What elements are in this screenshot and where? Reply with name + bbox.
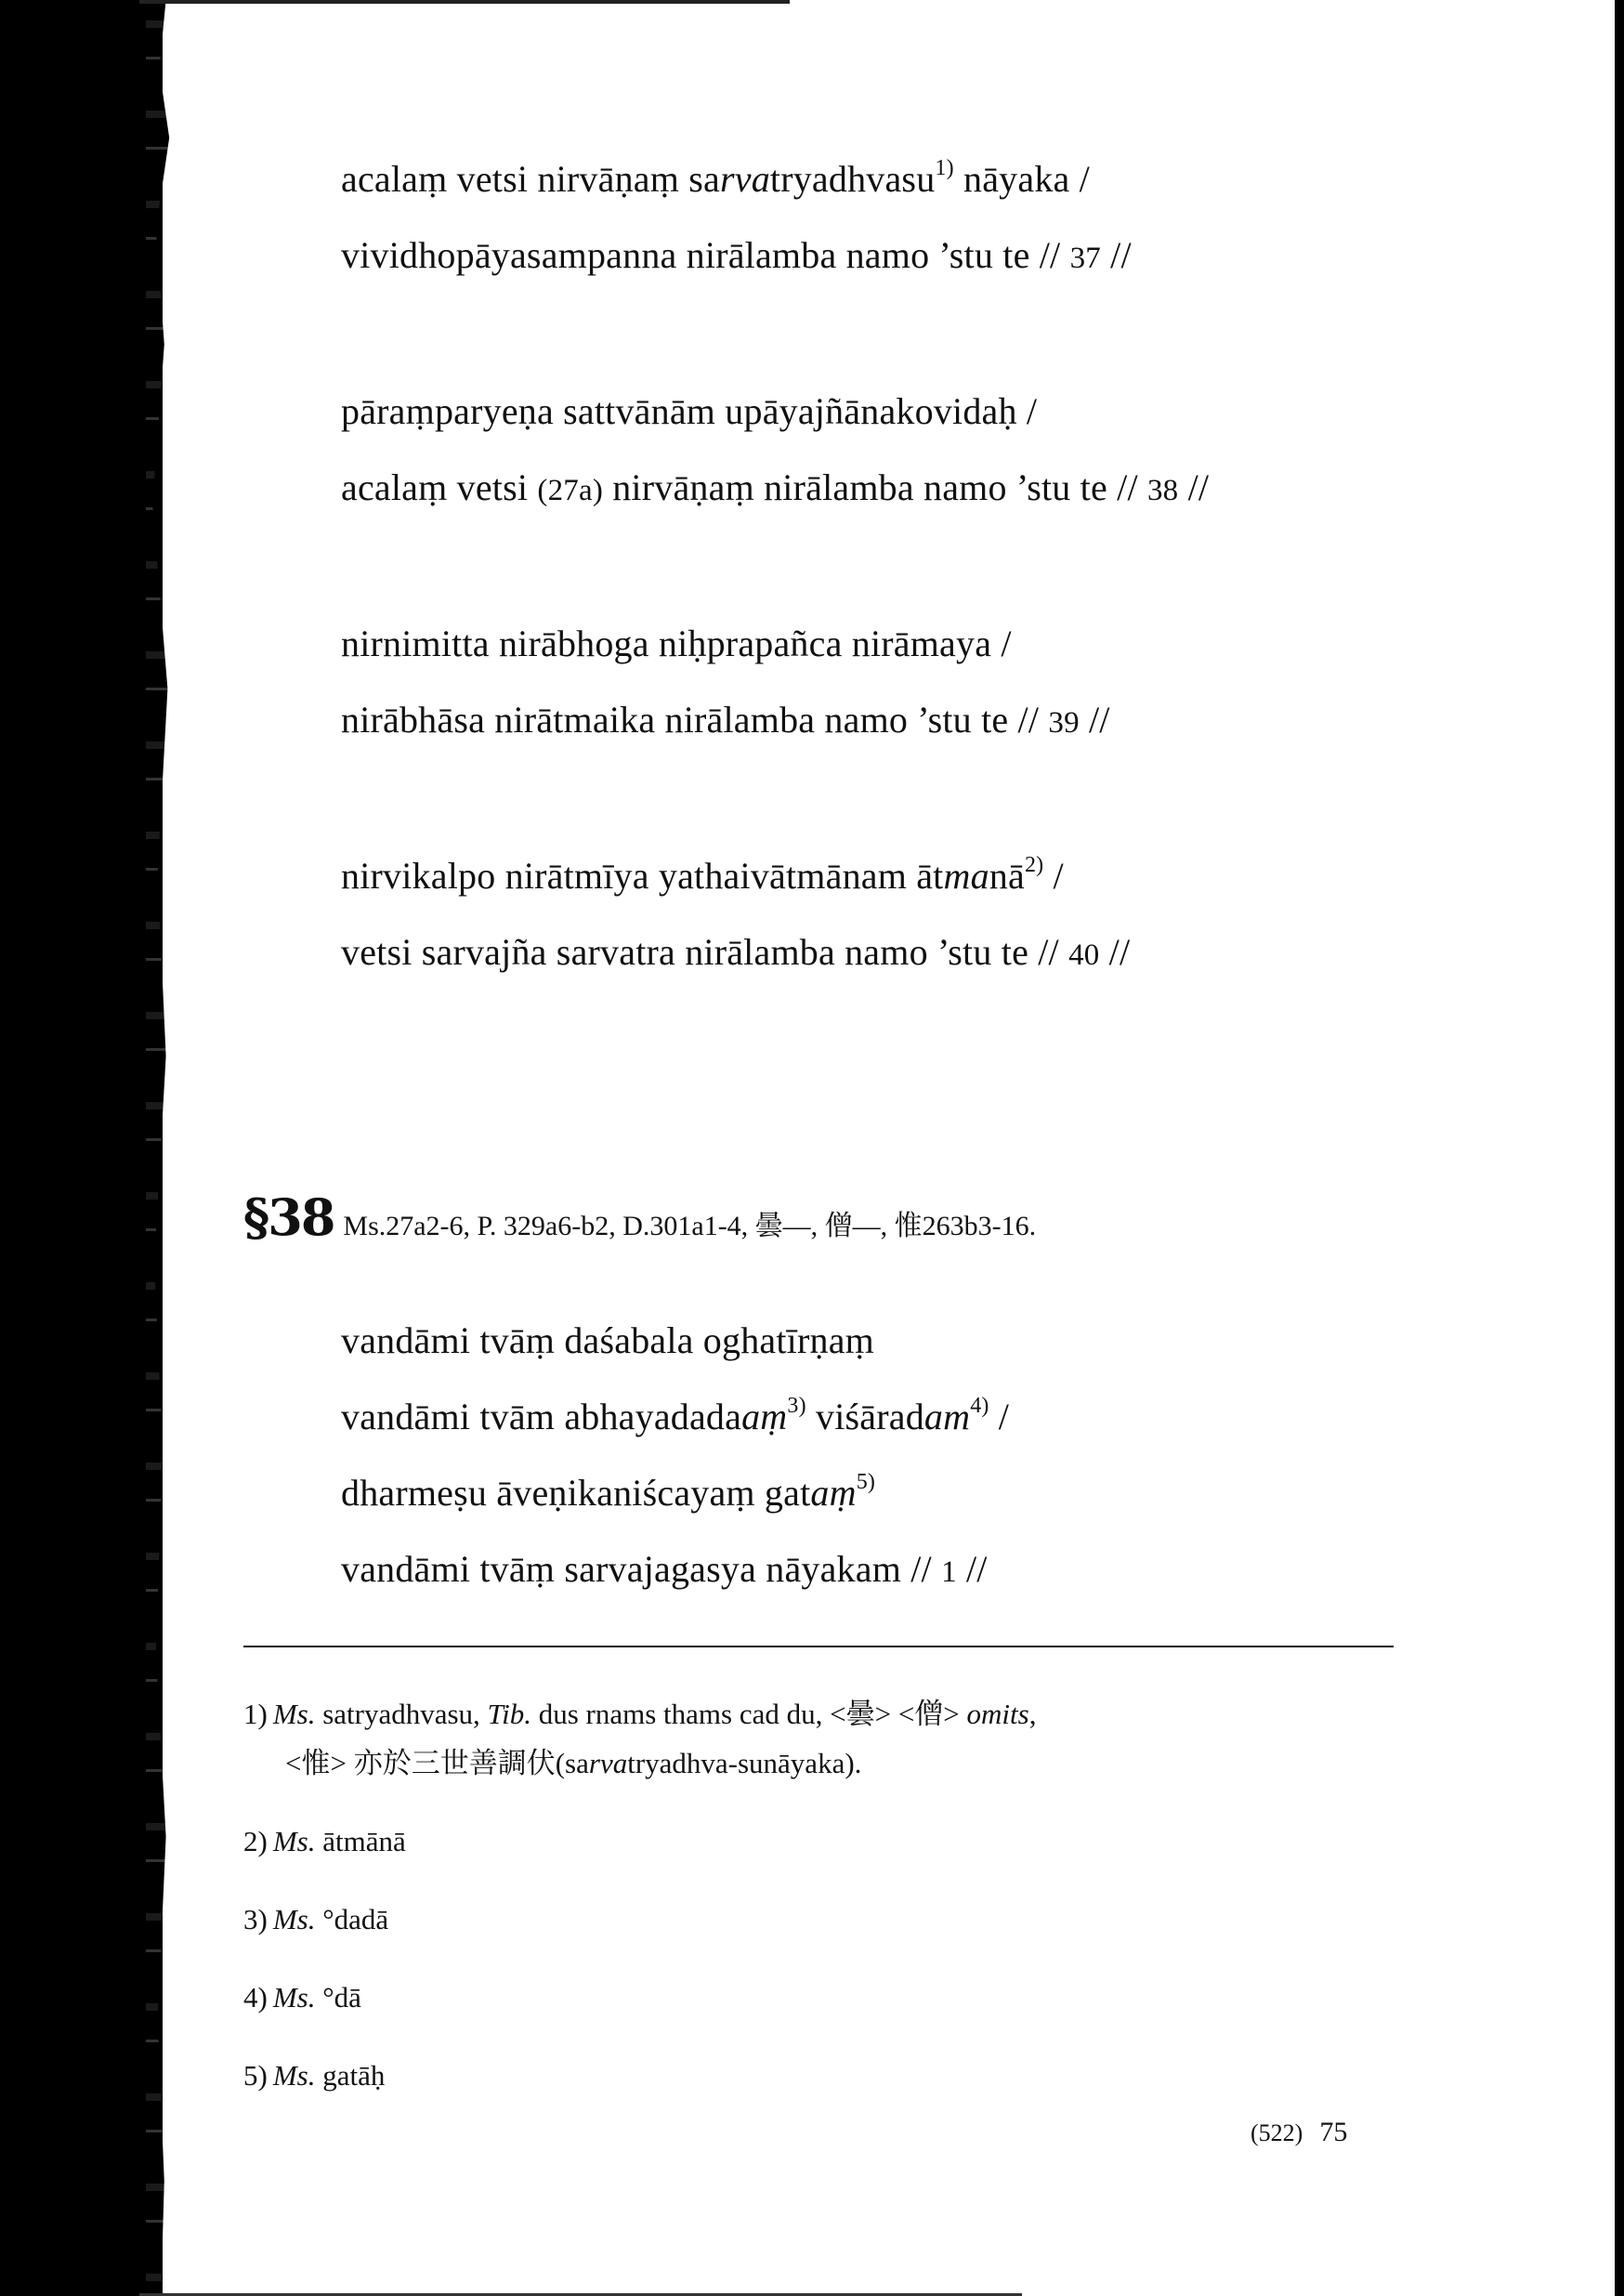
hymn-line-3: dharmeṣu āveṇikaniścayaṃ gataṃ$^{5)}$ xyxy=(341,1470,876,1514)
footnote-ref-3[interactable]: 3) xyxy=(787,1394,806,1418)
verse-37-line-1: acalaṃ vetsi nirvāṇaṃ sarvatryadhvasu$^{1)}$ nāyaka / xyxy=(341,156,1090,200)
footnote-ref-1[interactable]: 1) xyxy=(935,156,954,180)
verse-38-line-1: pāraṃparyeṇa sattvānām upāyajñānakovidaḥ / xyxy=(341,390,1038,432)
verse-39-line-2: nirābhāsa nirātmaika nirālamba namo ’stu te // 39 // xyxy=(341,699,1110,741)
footnote-separator xyxy=(243,1646,1394,1647)
scan-top-edge xyxy=(139,0,790,4)
verse-40-line-1: nirvikalpo nirātmīya yathaivātmānam ātmanā$^{2)}$ / xyxy=(341,853,1064,897)
scan-right-edge xyxy=(1615,0,1624,2296)
footnote-1-line-2: <惟> 亦於三世善調伏(sarvatryadhva-sunāyaka). xyxy=(285,1747,862,1779)
verse-39-line-1: nirnimitta nirābhoga niḥprapañca nirāmaya / xyxy=(341,623,1012,664)
section-references: Ms.27a2-6, P. 329a6-b2, D.301a1-4, 曇—, 僧—, 惟263b3-16. xyxy=(343,1211,1037,1241)
page-number: (522) 75 xyxy=(1251,2117,1348,2147)
hymn-line-4: vandāmi tvāṃ sarvajagasya nāyakam // 1 // xyxy=(341,1548,988,1590)
footnote-ref-2[interactable]: 2) xyxy=(1024,853,1044,877)
footnote-2: 2) Ms. ātmānā xyxy=(243,1825,406,1857)
footnote-4: 4) Ms. °dā xyxy=(243,1981,361,2014)
scan-binding-edge xyxy=(0,0,163,2296)
footnote-5: 5) Ms. gatāḥ xyxy=(243,2059,386,2092)
verse-38-line-2: acalaṃ vetsi (27a) nirvāṇaṃ nirālamba namo ’stu te // 38 // xyxy=(341,466,1210,508)
footnote-1-line-1: 1) Ms. satryadhvasu, Tib. dus rnams thams cad du, <曇> <僧> omits, xyxy=(243,1698,1037,1730)
verse-40-line-2: vetsi sarvajña sarvatra nirālamba namo ’stu te // 40 // xyxy=(341,931,1131,973)
section-number: §38 xyxy=(243,1187,334,1247)
footnote-ref-5[interactable]: 5) xyxy=(856,1470,876,1494)
footnote-3: 3) Ms. °dadā xyxy=(243,1903,389,1935)
verse-37-line-2: vividhopāyasampanna nirālamba namo ’stu te // 37 // xyxy=(341,234,1132,276)
hymn-line-1: vandāmi tvāṃ daśabala oghatīrṇaṃ xyxy=(341,1319,874,1361)
footnote-ref-4[interactable]: 4) xyxy=(970,1394,989,1418)
section-heading xyxy=(243,1187,1036,1247)
hymn-line-2: vandāmi tvām abhayadadaaṃ$^{3)}$ viśāradam$^{4)}$ / xyxy=(341,1394,1010,1437)
folio-marker: (27a) xyxy=(537,474,604,507)
